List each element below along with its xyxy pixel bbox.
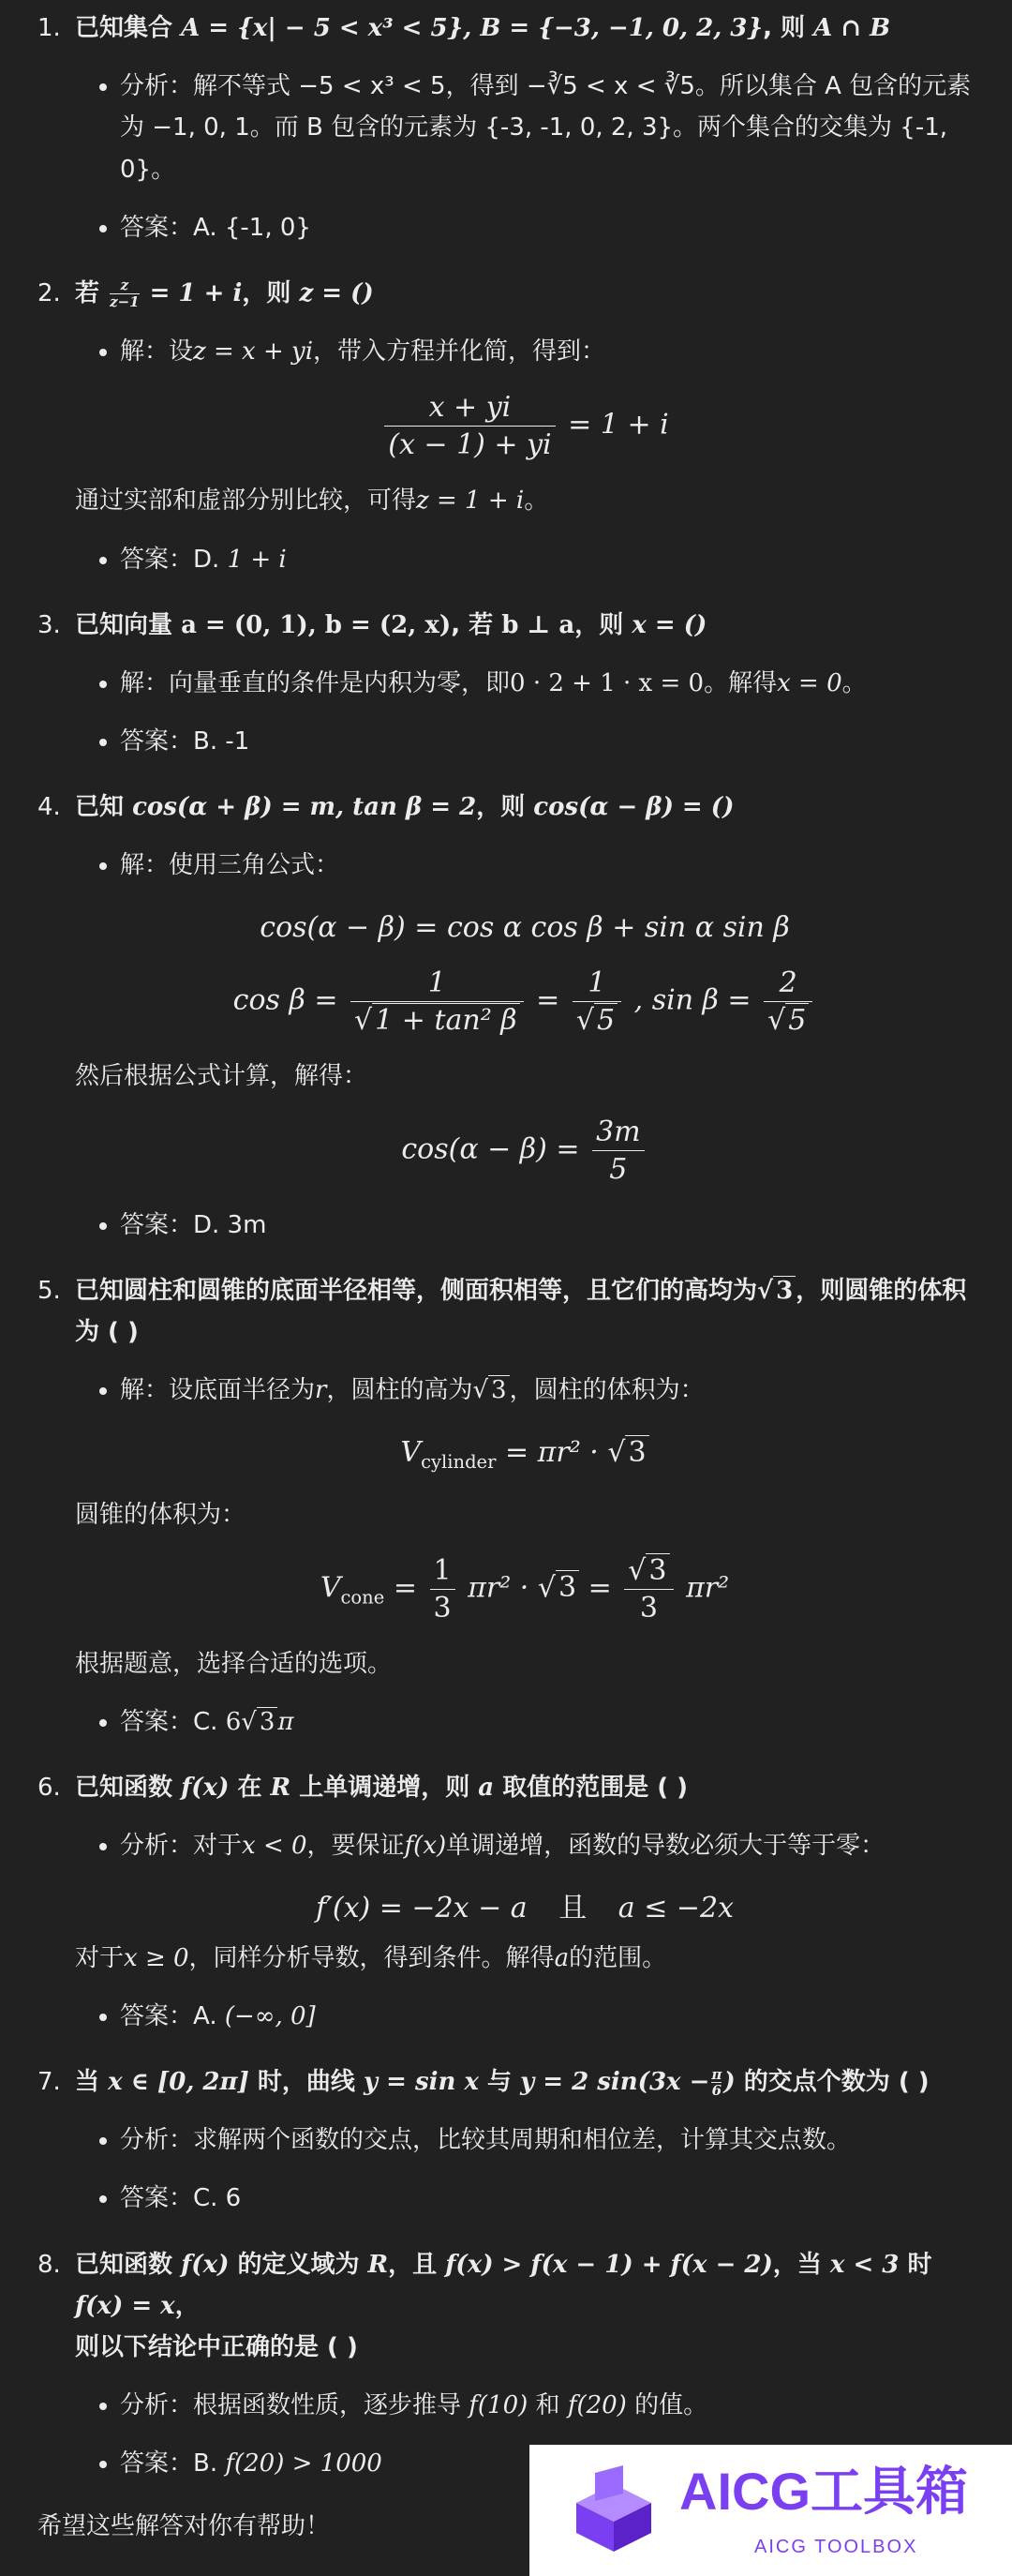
closing-text: 希望这些解答对你有帮助！ (37, 2511, 331, 2540)
display-equation: $V_{cylinder} = \pi r^2$ · √ 3 (75, 1429, 975, 1477)
question-number: 2. (37, 278, 61, 307)
question-number: 7. (37, 2068, 61, 2097)
answer-item: • 答案：B. f(20) > 1000 (120, 2443, 975, 2484)
display-equation: cos(α − β) = $\frac{3m}{5}$ (75, 1114, 975, 1188)
explanation-text: 圆锥的体积为： (75, 1500, 246, 1529)
explanation-text: 根据题意，选择合适的选项。 (75, 1649, 393, 1678)
analysis-item: • 分析：求解两个函数的交点，比较其周期和相位差，计算其交点数。 (120, 2119, 975, 2161)
solution-item: • 解：设底面半径为r，圆柱的高为√ 3 ，圆柱的体积为： (120, 1370, 975, 1411)
answer-item: • 答案：D. 3m (120, 1205, 975, 1246)
question-7 (37, 2061, 975, 2220)
question-number: 5. (37, 1277, 61, 1305)
question-number: 8. (37, 2250, 61, 2279)
question-2 (37, 273, 975, 580)
question-6 (37, 1767, 975, 2037)
display-equation: $V_{cone}$ = $\frac{1}{3}$ πr² · √ 3 = $\frac{√ 3}{3}$ πr² (320, 1553, 730, 1625)
display-equation: f′(x) = −2x − a 且 a ≤ −2x (315, 1891, 735, 1925)
question-4-heading: 4. 已知 cos(α + β) = m, tan β = 2，则 cos(α − β) = () (75, 786, 975, 828)
question-1-heading: 1. 已知集合 A = {x| − 5 < x³ < 5}, B = {−3, −1, 0, 2, 3}, 则 A ∩ B (75, 7, 975, 49)
aicg-logo-icon (567, 2465, 661, 2555)
solution-item: • 解：向量垂直的条件是内积为零，即0 · 2 + 1 · x = 0。解得x = 0。 (120, 663, 975, 704)
question-8-heading: 8. 已知函数 f(x) 的定义域为 R，且 f(x) > f(x − 1) + f(x − 2)，当 x < 3 时 f(x) = x， 则以下结论中正确的是 ( ) (75, 2244, 975, 2369)
question-number: 4. (37, 793, 61, 822)
solution-item: • 解：使用三角公式： (120, 845, 975, 886)
watermark (529, 2445, 1012, 2576)
display-equation: $\frac{x + yi}{(x - 1) + yi}$ = 1 + i (75, 389, 975, 463)
question-6-heading: 6. 已知函数 f(x) 在 R 上单调递增，则 a 取值的范围是 ( ) (75, 1767, 975, 1808)
question-5 (37, 1270, 975, 1743)
answer-item: • 答案：A. {-1, 0} (120, 207, 975, 248)
question-5-heading: 5. 已知圆柱和圆锥的底面半径相等，侧面积相等，且它们的高均为√ 3 ，则圆锥的体积为 ( ) (75, 1270, 975, 1353)
answer-item: • 答案：D. 1 + i (120, 539, 975, 580)
question-7-heading: 7. 当 x ∈ [0, 2π] 时，曲线 y = sin x 与 y = 2 sin(3x − $\frac{\pi}{6}$ ) 的交点个数为 ( ) (75, 2061, 975, 2103)
question-4 (37, 786, 975, 1246)
answer-item: • 答案：C. 6√ 3 π (120, 1701, 975, 1743)
explanation-text: 通过实部和虚部分别比较，可得z = 1 + i。 (75, 487, 549, 516)
analysis-item: • 分析：根据函数性质，逐步推导 f(10) 和 f(20) 的值。 (120, 2385, 975, 2426)
answer-item: • 答案：B. -1 (120, 721, 975, 762)
explanation-text: 对于x ≥ 0，同样分析导数，得到条件。解得a的范围。 (75, 1943, 667, 1972)
question-number: 1. (37, 14, 61, 42)
question-3 (37, 605, 975, 763)
answer-document (0, 7, 1012, 2547)
answer-item: • 答案：C. 6 (120, 2178, 975, 2219)
answer-item: • 答案：A. (−∞, 0] (120, 1996, 975, 2037)
question-number: 6. (37, 1774, 61, 1803)
display-equation: cos β = $\frac{1}{\text{√ 1 + tan² β}}$ = $\frac{1}{√ 5}$ , sin β = $\frac{2}{√ 5}$ (75, 965, 975, 1039)
watermark-subtitle: AICG TOOLBOX (754, 2537, 918, 2557)
analysis-item: • 分析：对于x < 0，要保证f(x)单调递增，函数的导数必须大于等于零： (120, 1825, 975, 1866)
explanation-text: 然后根据公式计算，解得： (75, 1061, 368, 1090)
watermark-title: AICG工具箱 (679, 2462, 968, 2521)
question-3-heading: 3. 已知向量 a = (0, 1), b = (2, x), 若 b ⊥ a，则 x = () (75, 605, 975, 646)
question-1-bullets (75, 66, 975, 248)
solution-item: • 解：设z = x + yi，带入方程并化简，得到： (120, 331, 975, 372)
display-equation: cos(α − β) = cos α cos β + sin α sin β (260, 910, 790, 944)
analysis-item: • 分析：解不等式 −5 < x³ < 5，得到 −∛5 < x < ∛5。所以集合 A 包含的元素为 −1, 0, 1。而 B 包含的元素为 {-3, -1, 0, 2, 3}。两个集合的交集为 {-1, 0}。 (120, 66, 975, 190)
question-number: 3. (37, 610, 61, 639)
question-1 (37, 7, 975, 248)
question-2-heading: 2. 若 $\frac{z}{z-1}$ = 1 + i，则 z = () (75, 273, 975, 314)
